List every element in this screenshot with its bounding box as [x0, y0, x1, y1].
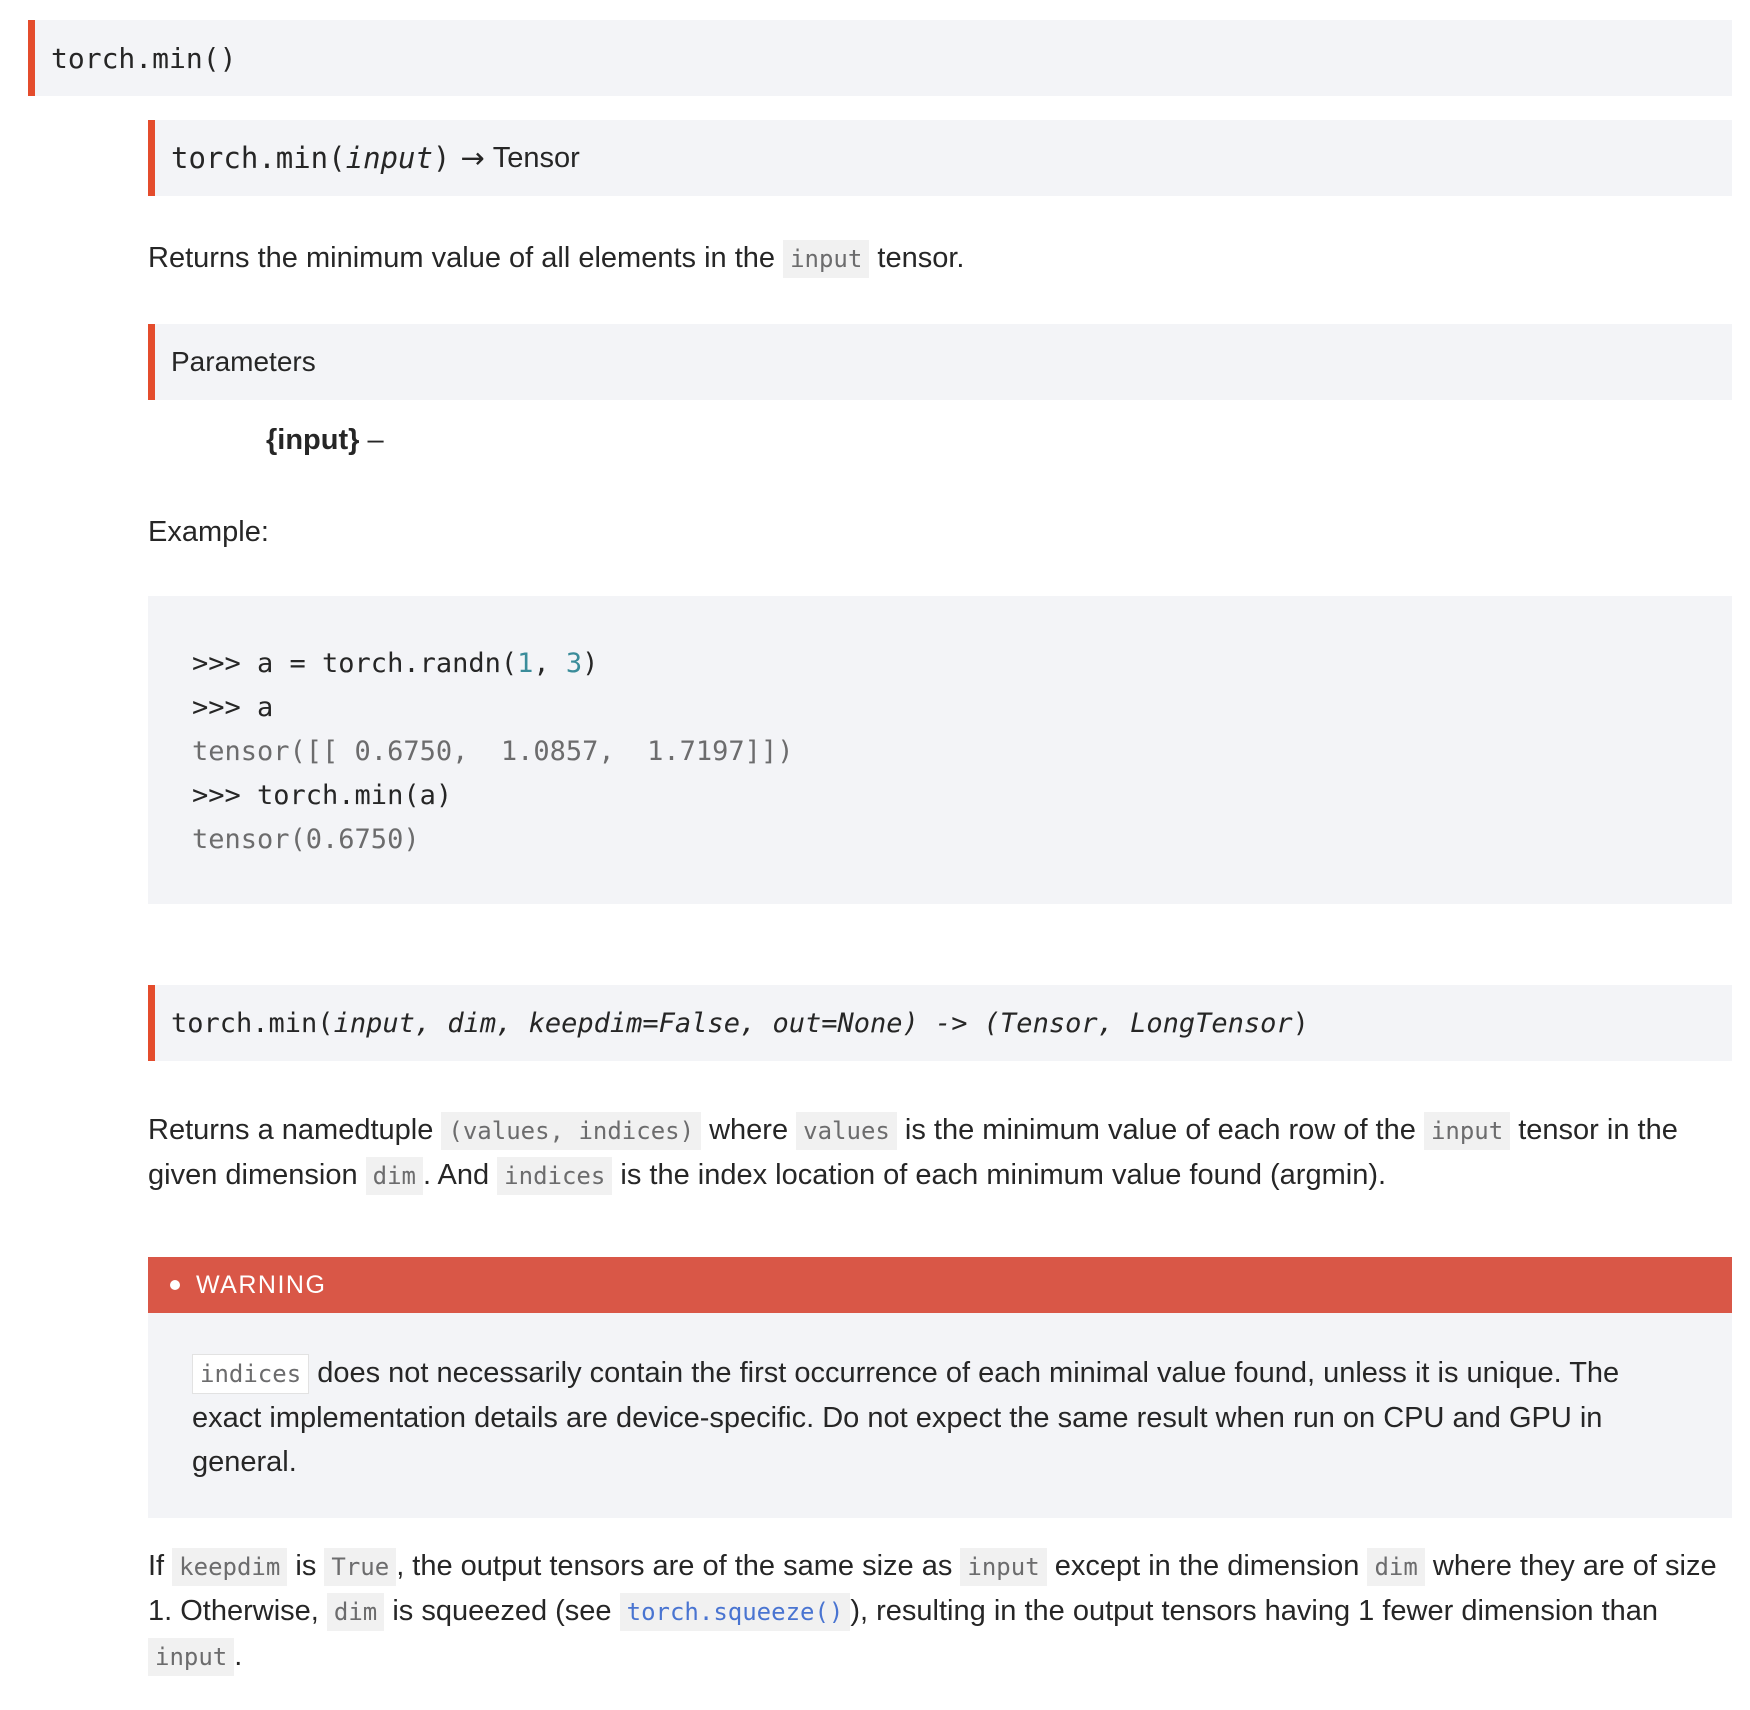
- parameters-label: Parameters: [171, 346, 316, 377]
- code-input: input: [960, 1548, 1046, 1586]
- sig-return-type: Tensor: [492, 141, 580, 174]
- link-torch-squeeze[interactable]: torch.squeeze(): [620, 1593, 851, 1631]
- signature-min-dim: [148, 985, 1732, 1061]
- sig-close: ): [1292, 1007, 1309, 1039]
- function-title: torch.min(): [51, 41, 237, 75]
- description-min-all: [148, 236, 1738, 281]
- code-dim: dim: [327, 1593, 384, 1631]
- sig-name: torch.min(: [171, 141, 346, 175]
- code-values-indices: (values, indices): [441, 1112, 701, 1150]
- warning-header: [148, 1257, 1732, 1313]
- desc-text: Returns the minimum value of all elements in the: [148, 242, 784, 274]
- code-indices: indices: [497, 1157, 612, 1195]
- signature-min-input: [148, 120, 1732, 196]
- code-output-line: tensor([[ 0.6750, 1.0857, 1.7197]]): [192, 736, 794, 767]
- sig-close: ): [432, 141, 451, 175]
- sig-args: input, dim, keepdim=False, out=None): [333, 1007, 919, 1039]
- code-values: values: [796, 1112, 897, 1150]
- bullet-icon: [170, 1280, 180, 1290]
- param-separator: –: [359, 424, 384, 456]
- code-indices: indices: [192, 1354, 309, 1394]
- function-title-bar: [28, 20, 1732, 96]
- code-line: >>> a = torch.randn(1, 3): [192, 648, 599, 679]
- description-min-dim: Returns a namedtuple (values, indices) where values is the minimum value of each row of the input tensor in the given dimension dim . And indices is the index location of each minimum value found (argmin).: [148, 1108, 1738, 1198]
- code-input: input: [1424, 1112, 1510, 1150]
- sig-name: torch.min(: [171, 1007, 334, 1039]
- warning-body: [148, 1313, 1732, 1518]
- code-input: input: [148, 1638, 234, 1676]
- sig-arg-input: input: [345, 141, 433, 175]
- parameters-heading: [148, 324, 1732, 400]
- code-dim: dim: [1367, 1548, 1424, 1586]
- sig-return-type: (Tensor, LongTensor: [983, 1007, 1293, 1039]
- code-line: >>> torch.min(a): [192, 780, 453, 811]
- code-example-block: [148, 596, 1732, 904]
- desc-text: tensor.: [869, 242, 965, 274]
- code-line: >>> a: [192, 692, 274, 723]
- warning-text: does not necessarily contain the first occurrence of each minimal value found, unless it is unique. The exact implementation details are device-specific. Do not expect the same result when run on CPU and GPU in general.: [192, 1357, 1620, 1478]
- code-dim: dim: [366, 1157, 423, 1195]
- keepdim-description: If keepdim is True , the output tensors are of the same size as input except in the dimension dim where they are of size 1. Otherwise, dim is squeezed (see torch.squeeze() ), resulting in the output tensors having 1 fewer dimension than input .: [148, 1544, 1738, 1679]
- param-item-input: [266, 424, 384, 457]
- example-label: Example:: [148, 516, 269, 548]
- code-input: input: [783, 240, 869, 278]
- code-output-line: tensor(0.6750): [192, 824, 420, 855]
- sig-arrow: ->: [918, 1007, 984, 1039]
- warning-title: WARNING: [196, 1270, 327, 1299]
- return-arrow: →: [460, 141, 485, 175]
- param-name: {input}: [266, 424, 360, 456]
- code-keepdim: keepdim: [172, 1548, 287, 1586]
- code-true: True: [324, 1548, 396, 1586]
